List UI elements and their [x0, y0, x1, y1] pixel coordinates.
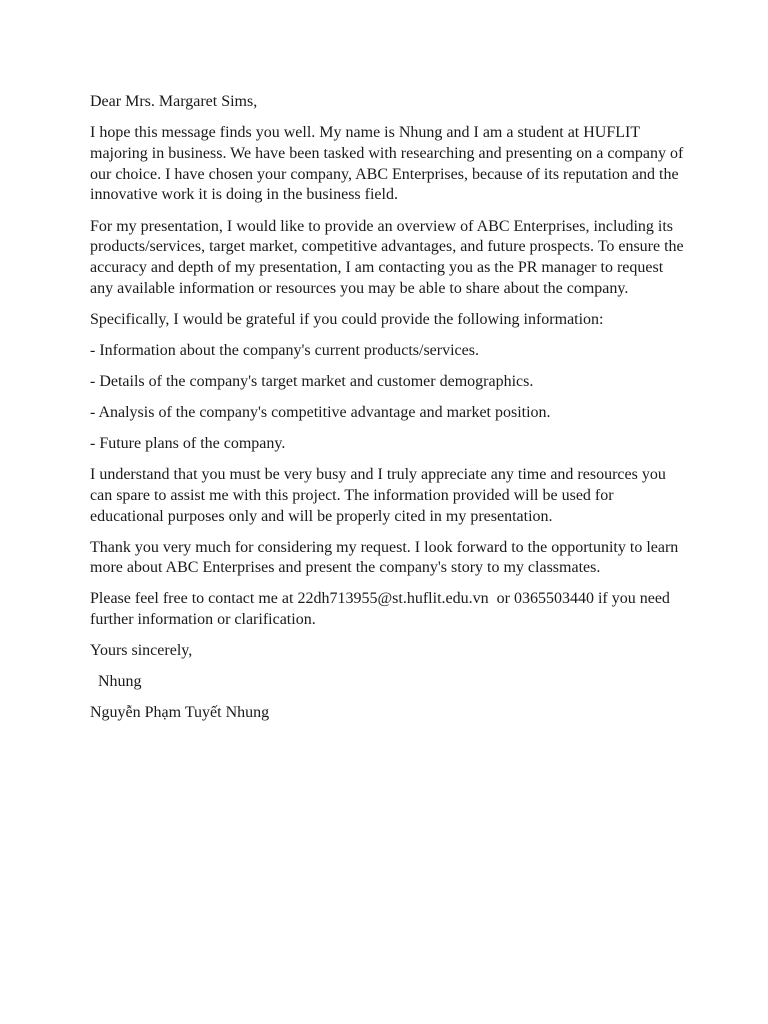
intro-paragraph: I hope this message finds you well. My name is Nhung and I am a student at HUFLIT majoring in business. We have been tasked with researching and presenting on a company of our choice. I have chosen your company, ABC Enterprises, because of its reputation and the innovative work it is doing in the business field. [90, 124, 684, 204]
full-name: Nguyễn Phạm Tuyết Nhung [90, 704, 270, 722]
signature: Nhung [98, 673, 142, 691]
list-item: - Analysis of the company's competitive advantage and market position. [90, 403, 551, 421]
request-paragraph: Specifically, I would be grateful if you could provide the following information: [90, 310, 604, 328]
contact-paragraph: Please feel free to contact me at 22dh713955@st.huflit.edu.vn or 0365503440 if you need further information or clarification. [90, 590, 674, 629]
list-item: - Details of the company's target market and customer demographics. [90, 372, 534, 390]
appreciation-paragraph: I understand that you must be very busy and I truly appreciate any time and resources you can spare to assist me with this project. The information provided will be used for educational purposes only and will be properly cited in my presentation. [90, 466, 666, 525]
sign-off: Yours sincerely, [90, 642, 193, 660]
presentation-paragraph: For my presentation, I would like to provide an overview of ABC Enterprises, including its products/services, target market, competitive advantages, and future prospects. To ensure the accuracy and depth of my presentation, I am contacting you as the PR manager to request any available information or resources you may be able to share about the company. [90, 217, 684, 297]
list-item: - Future plans of the company. [90, 435, 286, 453]
list-item: - Information about the company's current products/services. [90, 341, 479, 359]
salutation: Dear Mrs. Margaret Sims, [90, 93, 258, 110]
thanks-paragraph: Thank you very much for considering my request. I look forward to the opportunity to learn more about ABC Enterprises and present the company's story to my classmates. [90, 538, 679, 577]
letter-body [90, 92, 686, 735]
